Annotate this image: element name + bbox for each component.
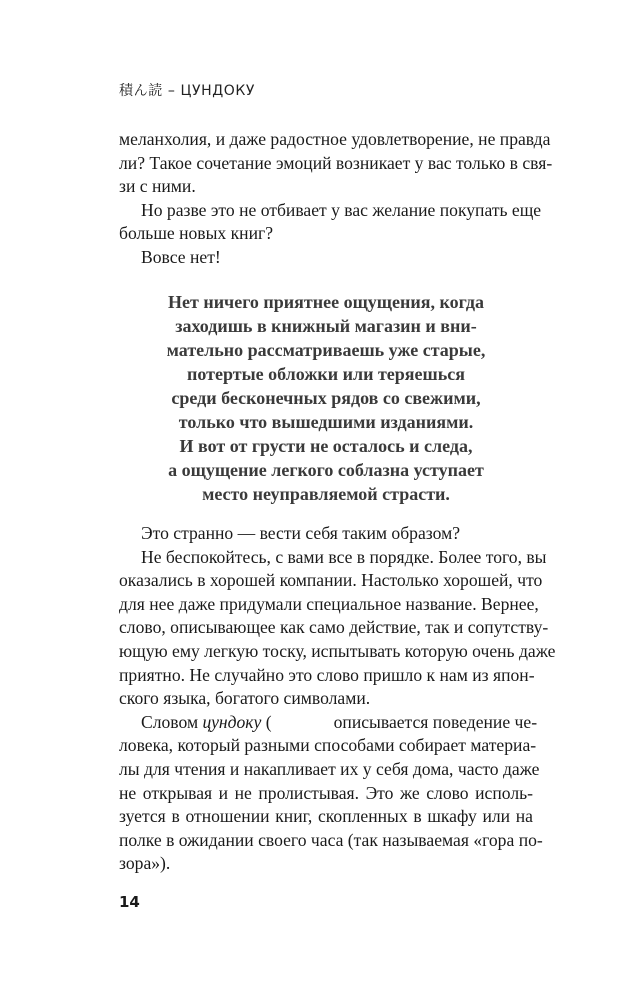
pull-quote [119, 290, 533, 506]
open-paren: ( [265, 711, 272, 732]
tsundoku-definition-line [119, 711, 538, 735]
text-line: меланхолия, и даже радостное удовлетворение, не правда [119, 129, 551, 149]
text-fragment: описывается поведение че- [333, 711, 538, 732]
quote-line: а ощущение легкого соблазна уступает [168, 460, 484, 480]
page-number: 14 [119, 893, 140, 911]
text-line: приятно. Не случайно это слово пришло к нам из япон- [119, 664, 535, 685]
body-text-bottom [119, 522, 556, 876]
text-line: полке в ожидании своего часа (так называемая «гора по- [119, 829, 543, 850]
text-line: не открывая и не пролистывая. Это же слово исполь- [119, 782, 533, 803]
running-header: 積ん読 – ЦУНДОКУ [119, 83, 256, 99]
text-line: ющую ему легкую тоску, испытывать которую очень даже [119, 640, 556, 661]
quote-line: место неуправляемой страсти. [202, 484, 450, 504]
quote-line: заходишь в книжный магазин и вни- [175, 316, 477, 336]
text-line: ли? Такое сочетание эмоций возникает у вас только в свя- [119, 152, 553, 173]
text-line: Это странно — вести себя таким образом? [141, 523, 461, 543]
quote-line: И вот от грусти не осталось и следа, [179, 436, 473, 456]
text-line: оказались в хорошей компании. Настолько хорошей, что [119, 570, 543, 591]
tsundoku-term: цундоку [202, 711, 262, 732]
quote-line: мательно рассматриваешь уже старые, [166, 340, 486, 360]
quote-line: Нет ничего приятнее ощущения, когда [167, 292, 484, 312]
text-line: ловека, который разными способами собирает материа- [119, 735, 537, 756]
text-line: зора»). [119, 853, 171, 874]
text-line: для нее даже придумали специальное название. Вернее, [119, 593, 539, 614]
text-line: больше новых книг? [119, 223, 274, 244]
text-fragment: Словом [141, 711, 203, 732]
text-line: зи с ними. [119, 176, 196, 197]
quote-line: среди бесконечных рядов со свежими, [171, 388, 481, 408]
text-line: зуется в отношении книг, скопленных в шкафу или на [119, 806, 533, 827]
text-line: лы для чтения и накапливает их у себя дома, часто даже [119, 758, 540, 779]
quote-line: только что вышедшими изданиями. [178, 412, 474, 432]
text-line: Не беспокойтесь, с вами все в порядке. Более того, вы [141, 546, 547, 567]
body-text-top [119, 128, 553, 270]
quote-line: потертые обложки или теряешься [187, 364, 465, 384]
text-line: Вовсе нет! [141, 246, 221, 267]
text-line: слово, описывающее как само действие, так и сопутству- [119, 617, 549, 638]
text-line: ского языка, богатого символами. [119, 688, 371, 709]
text-line: Но разве это не отбивает у вас желание покупать еще [141, 199, 542, 220]
